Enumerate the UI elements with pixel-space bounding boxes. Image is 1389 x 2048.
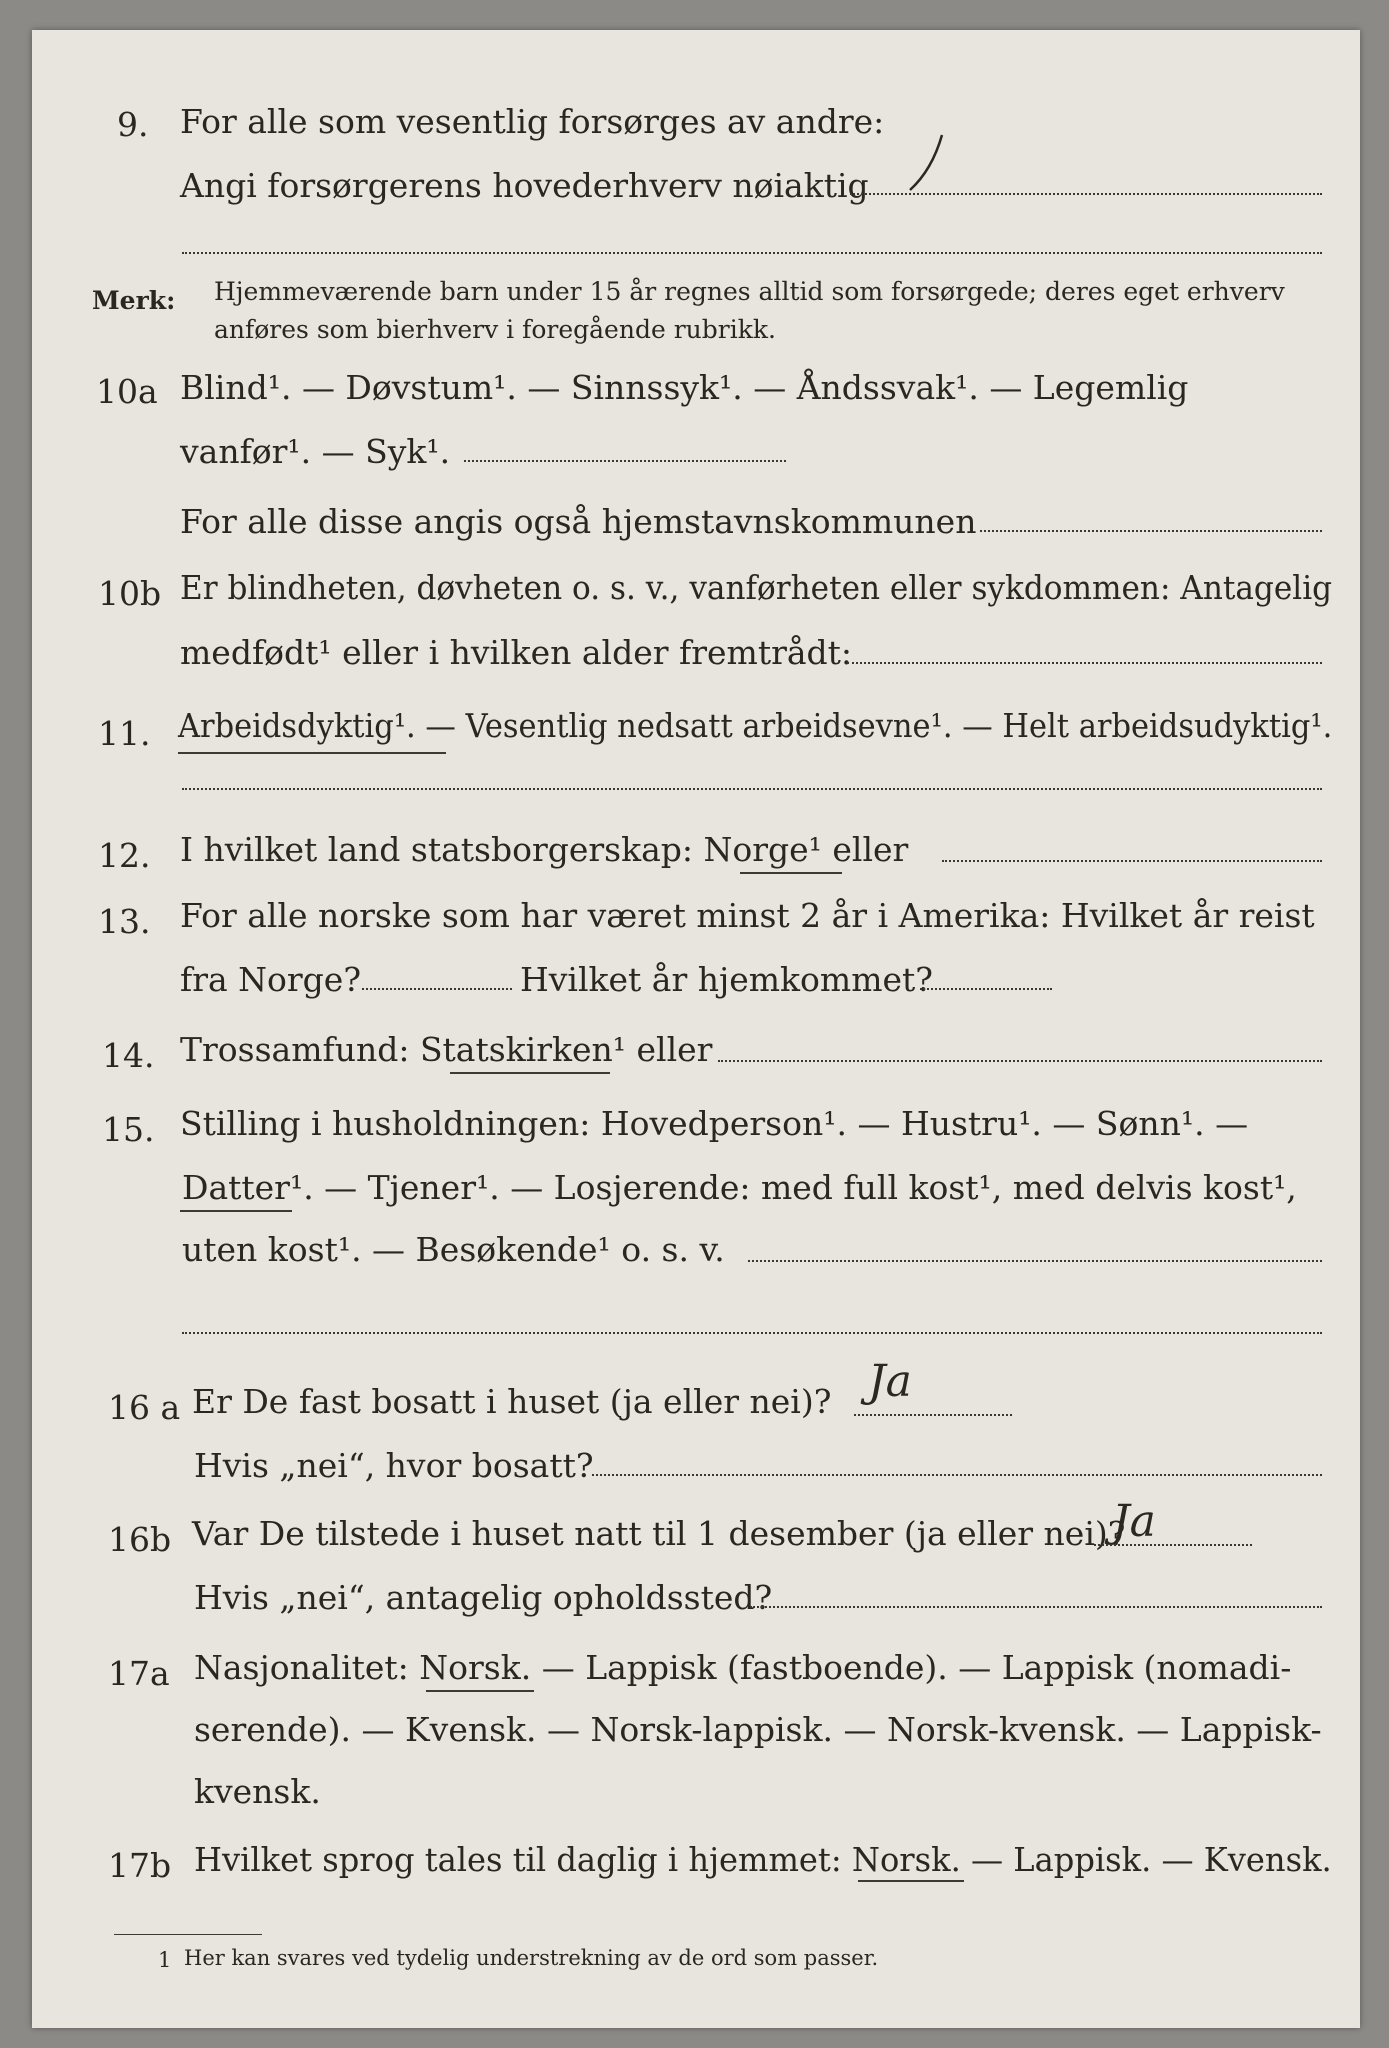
q15-stilling-field[interactable] bbox=[748, 1260, 1322, 1262]
q10a-line1: Blind¹. — Døvstum¹. — Sinnssyk¹. — Åndssvak¹. — Legemlig bbox=[180, 368, 1189, 407]
q17a-line2: serende). — Kvensk. — Norsk-lappisk. — Norsk-kvensk. — Lappisk- bbox=[194, 1710, 1322, 1749]
q17a-line3: kvensk. bbox=[194, 1772, 321, 1811]
q12-land-field[interactable] bbox=[942, 860, 1322, 862]
q13-reist-field[interactable] bbox=[362, 988, 512, 990]
q16a-line2: Hvis „nei“, hvor bosatt? bbox=[194, 1446, 594, 1485]
q10b-alder-field[interactable] bbox=[847, 662, 1322, 664]
q9-line1: For alle som vesentlig forsørges av andre: bbox=[180, 102, 885, 141]
q14-number: 14. bbox=[102, 1036, 155, 1075]
q12-underline-norge bbox=[740, 872, 842, 874]
q17b-number: 17b bbox=[108, 1846, 172, 1885]
q16b-handwritten-answer: Ja bbox=[1112, 1496, 1156, 1547]
q9-answer-field-2[interactable] bbox=[182, 252, 1322, 254]
footnote-rule bbox=[114, 1934, 262, 1935]
q16b-number: 16b bbox=[108, 1520, 172, 1559]
handwritten-slash-mark bbox=[902, 130, 952, 200]
q10a-hjemstavn-field[interactable] bbox=[980, 530, 1322, 532]
q16a-bosatt-field[interactable] bbox=[592, 1474, 1322, 1476]
q10b-line2: medfødt¹ eller i hvilken alder fremtrådt: bbox=[180, 633, 853, 672]
q15-line2: Datter¹. — Tjener¹. — Losjerende: med full kost¹, med delvis kost¹, bbox=[182, 1168, 1297, 1207]
q15-answer-field-2[interactable] bbox=[182, 1332, 1322, 1334]
q15-line1: Stilling i husholdningen: Hovedperson¹. — Hustru¹. — Sønn¹. — bbox=[180, 1104, 1249, 1143]
q11-underline-arbeidsdyktig bbox=[178, 752, 446, 754]
q14-line1: Trossamfund: Statskirken¹ eller bbox=[180, 1030, 713, 1069]
footnote-text: Her kan svares ved tydelig understrekning av de ord som passer. bbox=[184, 1946, 879, 1970]
merk-line2: anføres som bierhverv i foregående rubrikk. bbox=[214, 315, 776, 344]
q10a-number: 10a bbox=[96, 372, 158, 411]
q17a-line1: Nasjonalitet: Norsk. — Lappisk (fastboende). — Lappisk (nomadi- bbox=[194, 1648, 1292, 1687]
q15-underline-datter bbox=[180, 1210, 292, 1212]
q17b-underline-norsk bbox=[858, 1880, 964, 1882]
q9-number: 9. bbox=[117, 105, 149, 144]
q15-number: 15. bbox=[102, 1110, 155, 1149]
census-form-page bbox=[32, 30, 1360, 2028]
q17a-underline-norsk bbox=[426, 1690, 534, 1692]
q13-line1: For alle norske som har været minst 2 år i Amerika: Hvilket år reist bbox=[180, 896, 1315, 935]
q13-line2a: fra Norge? bbox=[180, 960, 362, 999]
q17a-number: 17a bbox=[108, 1654, 170, 1693]
merk-label: Merk: bbox=[92, 286, 176, 315]
q16a-answer-field[interactable] bbox=[854, 1414, 1012, 1416]
q16b-opholdssted-field[interactable] bbox=[750, 1606, 1322, 1608]
q17b-line1: Hvilket sprog tales til daglig i hjemmet: Norsk. — Lappisk. — Kvensk. bbox=[194, 1840, 1332, 1879]
q10a-line3: For alle disse angis også hjemstavnskommunen bbox=[180, 502, 977, 541]
q11-number: 11. bbox=[98, 714, 151, 753]
q16a-line1: Er De fast bosatt i huset (ja eller nei)? bbox=[192, 1382, 832, 1421]
q9-line2: Angi forsørgerens hovederhverv nøiaktig bbox=[180, 166, 869, 205]
q10b-line1: Er blindheten, døvheten o. s. v., vanførheten eller sykdommen: Antagelig bbox=[180, 568, 1333, 607]
q16b-line2: Hvis „nei“, antagelig opholdssted? bbox=[194, 1578, 773, 1617]
q13-hjemkommet-field[interactable] bbox=[920, 988, 1052, 990]
q12-number: 12. bbox=[98, 836, 151, 875]
q12-line1: I hvilket land statsborgerskap: Norge¹ eller bbox=[180, 830, 909, 869]
merk-line1: Hjemmeværende barn under 15 år regnes alltid som forsørgede; deres eget erhverv bbox=[214, 277, 1285, 306]
q11-answer-field[interactable] bbox=[182, 788, 1322, 790]
q16b-answer-field[interactable] bbox=[1094, 1544, 1252, 1546]
q14-underline-statskirken bbox=[450, 1072, 610, 1074]
q11-line1: Arbeidsdyktig¹. — Vesentlig nedsatt arbeidsevne¹. — Helt arbeidsudyktig¹. bbox=[178, 706, 1333, 745]
q13-line2b: Hvilket år hjemkommet? bbox=[520, 960, 933, 999]
q14-trossamfund-field[interactable] bbox=[718, 1060, 1322, 1062]
q16a-number: 16 a bbox=[108, 1388, 181, 1427]
q10a-line2: vanfør¹. — Syk¹. bbox=[180, 432, 451, 471]
q15-line3: uten kost¹. — Besøkende¹ o. s. v. bbox=[182, 1230, 725, 1269]
q13-number: 13. bbox=[98, 902, 151, 941]
footnote-mark: 1 bbox=[158, 1948, 172, 1972]
q10b-number: 10b bbox=[98, 574, 162, 613]
q10a-syk-field[interactable] bbox=[464, 460, 786, 462]
q16b-line1: Var De tilstede i huset natt til 1 desember (ja eller nei)? bbox=[192, 1514, 1126, 1553]
q16a-handwritten-answer: Ja bbox=[868, 1356, 912, 1407]
